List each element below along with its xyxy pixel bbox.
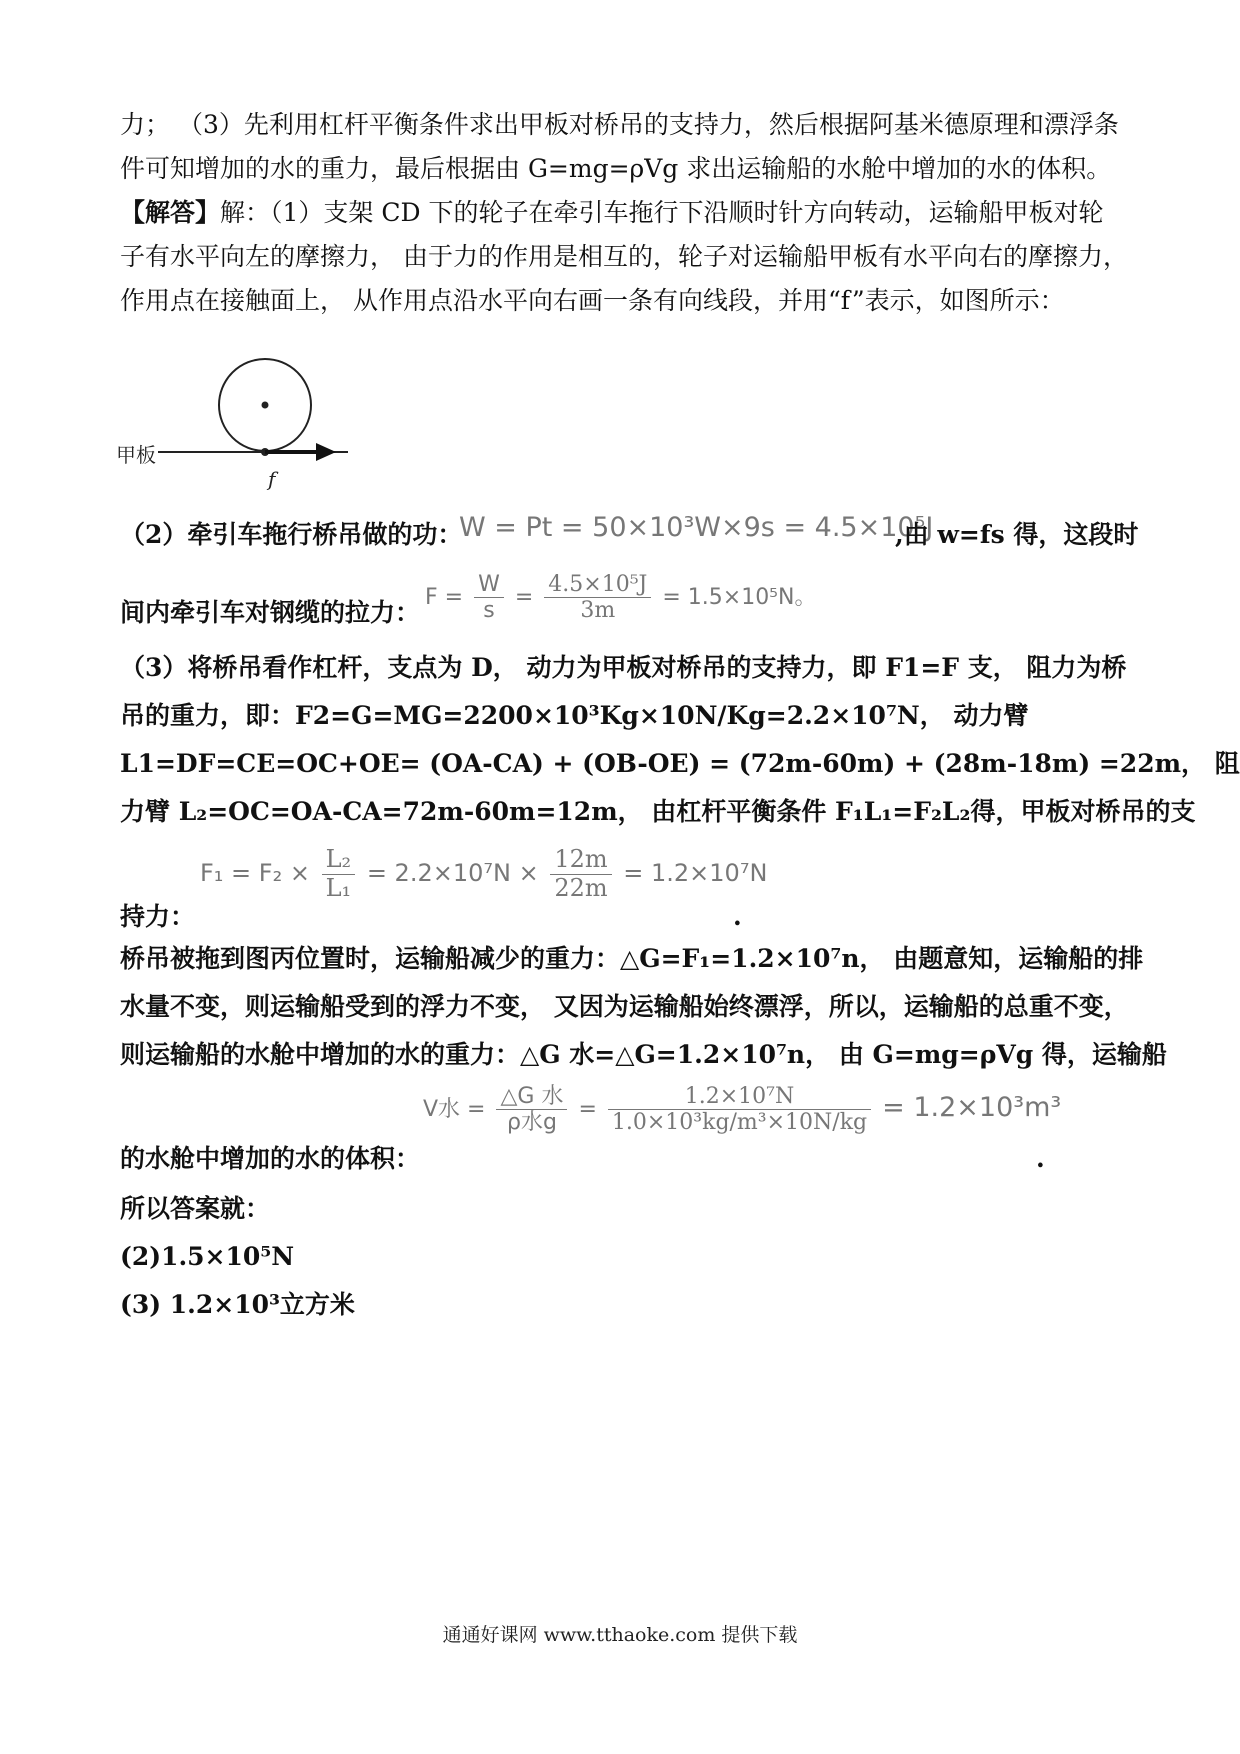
paragraph-line	[120, 196, 1104, 230]
wheel-center-dot	[262, 402, 269, 409]
paragraph-line: （3）将桥吊看作杠杆，支点为 D， 动力为甲板对桥吊的支持力，即 F1=F 支， 阻力为桥	[120, 653, 1127, 682]
answer-tag: 【解答】	[120, 198, 221, 227]
period: .	[1036, 1144, 1045, 1173]
footer-credit: 通通好课网 www.tthaoke.com 提供下载	[442, 1624, 798, 1646]
period: .	[733, 902, 742, 931]
paragraph-line: 间内牵引车对钢缆的拉力：	[120, 598, 421, 627]
deck-label: 甲板	[116, 443, 156, 467]
answers-intro: 所以答案就：	[120, 1194, 271, 1223]
paragraph-text: 解：（1）支架 CD 下的轮子在牵引车拖行下沿顺时针方向转动，运输船甲板对轮	[220, 198, 1104, 227]
paragraph-line: 作用点在接触面上， 从作用点沿水平向右画一条有向线段，并用“f”表示，如图所示：	[120, 286, 1065, 315]
force-label: f	[268, 467, 276, 491]
paragraph-line: 件可知增加的水的重力，最后根据由 G=mg=ρVg 求出运输船的水舱中增加的水的体积。	[120, 154, 1112, 183]
fraction: $\frac{\text{4.5×10⁵J}}{3m}$	[544, 572, 651, 624]
fraction: $\frac{W}{s}$	[474, 572, 504, 624]
formula-rhs: = 1.5×10⁵N。	[662, 584, 817, 610]
paragraph-line: 力； （3）先利用杠杆平衡条件求出甲板对桥吊的支持力，然后根据阿基米德原理和漂浮条	[120, 110, 1119, 139]
paragraph-line: 桥吊被拖到图丙位置时，运输船减少的重力：△G=F₁=1.2×10⁷n， 由题意知，运输船的排	[120, 944, 1144, 973]
fraction: $\frac{\text{1.2×10⁷N}}{\text{1.0×10³kg/m³×10N/kg}}$	[608, 1084, 871, 1136]
paragraph-line: 的水舱中增加的水的体积：	[120, 1144, 421, 1173]
fraction: $\frac{\text{L₂}}{\text{L₁}}$	[322, 846, 356, 902]
volume-formula: V水 = $\frac{\text{△G 水}}{\text{ρ水g}}$ = $\frac{\text{1.2×10⁷N}}{\text{1.0×10³kg/m³×10N/kg}}$ = 1.2×10³m³	[423, 1084, 1062, 1136]
paragraph-line: 水量不变，则运输船受到的浮力不变， 又因为运输船始终漂浮，所以，运输船的总重不变，	[120, 992, 1129, 1021]
paragraph-line: 子有水平向左的摩擦力， 由于力的作用是相互的，轮子对运输船甲板有水平向右的摩擦力，	[120, 242, 1128, 271]
answer-3: (3) 1.2×10³立方米	[120, 1290, 355, 1319]
wheel-force-diagram	[110, 350, 370, 500]
fraction: $\frac{12m}{22m}$	[550, 846, 611, 902]
support-force-formula: F₁ = F₂ × $\frac{\text{L₂}}{\text{L₁}}$ = 2.2×10⁷N × $\frac{12m}{22m}$ = 1.2×10⁷N	[200, 845, 768, 902]
paragraph-line: 力臂 L₂=OC=OA-CA=72m-60m=12m， 由杠杆平衡条件 F₁L₁=F₂L₂得，甲板对桥吊的支	[120, 797, 1196, 826]
work-formula: W = Pt = 50×10³W×9s = 4.5×10⁵J	[459, 512, 934, 543]
tension-formula: F = $\frac{W}{s}$ = $\frac{\text{4.5×10⁵J}}{3m}$ = 1.5×10⁵N。	[425, 572, 817, 624]
formula-lhs: F =	[425, 584, 464, 610]
paragraph-text: ,由 w=fs 得，这段时	[895, 520, 1139, 549]
paragraph-line: 吊的重力，即：F2=G=MG=2200×10³Kg×10N/Kg=2.2×10⁷N， 动力臂	[120, 701, 1029, 730]
paragraph-line: 则运输船的水舱中增加的水的重力：△G 水=△G=1.2×10⁷n， 由 G=mg=ρVg 得，运输船	[120, 1040, 1167, 1069]
force-arrow-head	[316, 443, 336, 461]
paragraph-line	[120, 518, 462, 552]
fraction: $\frac{\text{△G 水}}{\text{ρ水g}}$	[496, 1084, 567, 1136]
paragraph-line: 持力：	[120, 902, 196, 931]
paragraph-text: （2）牵引车拖行桥吊做的功：	[120, 520, 463, 549]
paragraph-line: L1=DF=CE=OC+OE= (OA-CA) + (OB-OE) = (72m-60m) + (28m-18m) =22m， 阻	[120, 749, 1240, 778]
answer-2: (2)1.5×10⁵N	[120, 1242, 295, 1271]
